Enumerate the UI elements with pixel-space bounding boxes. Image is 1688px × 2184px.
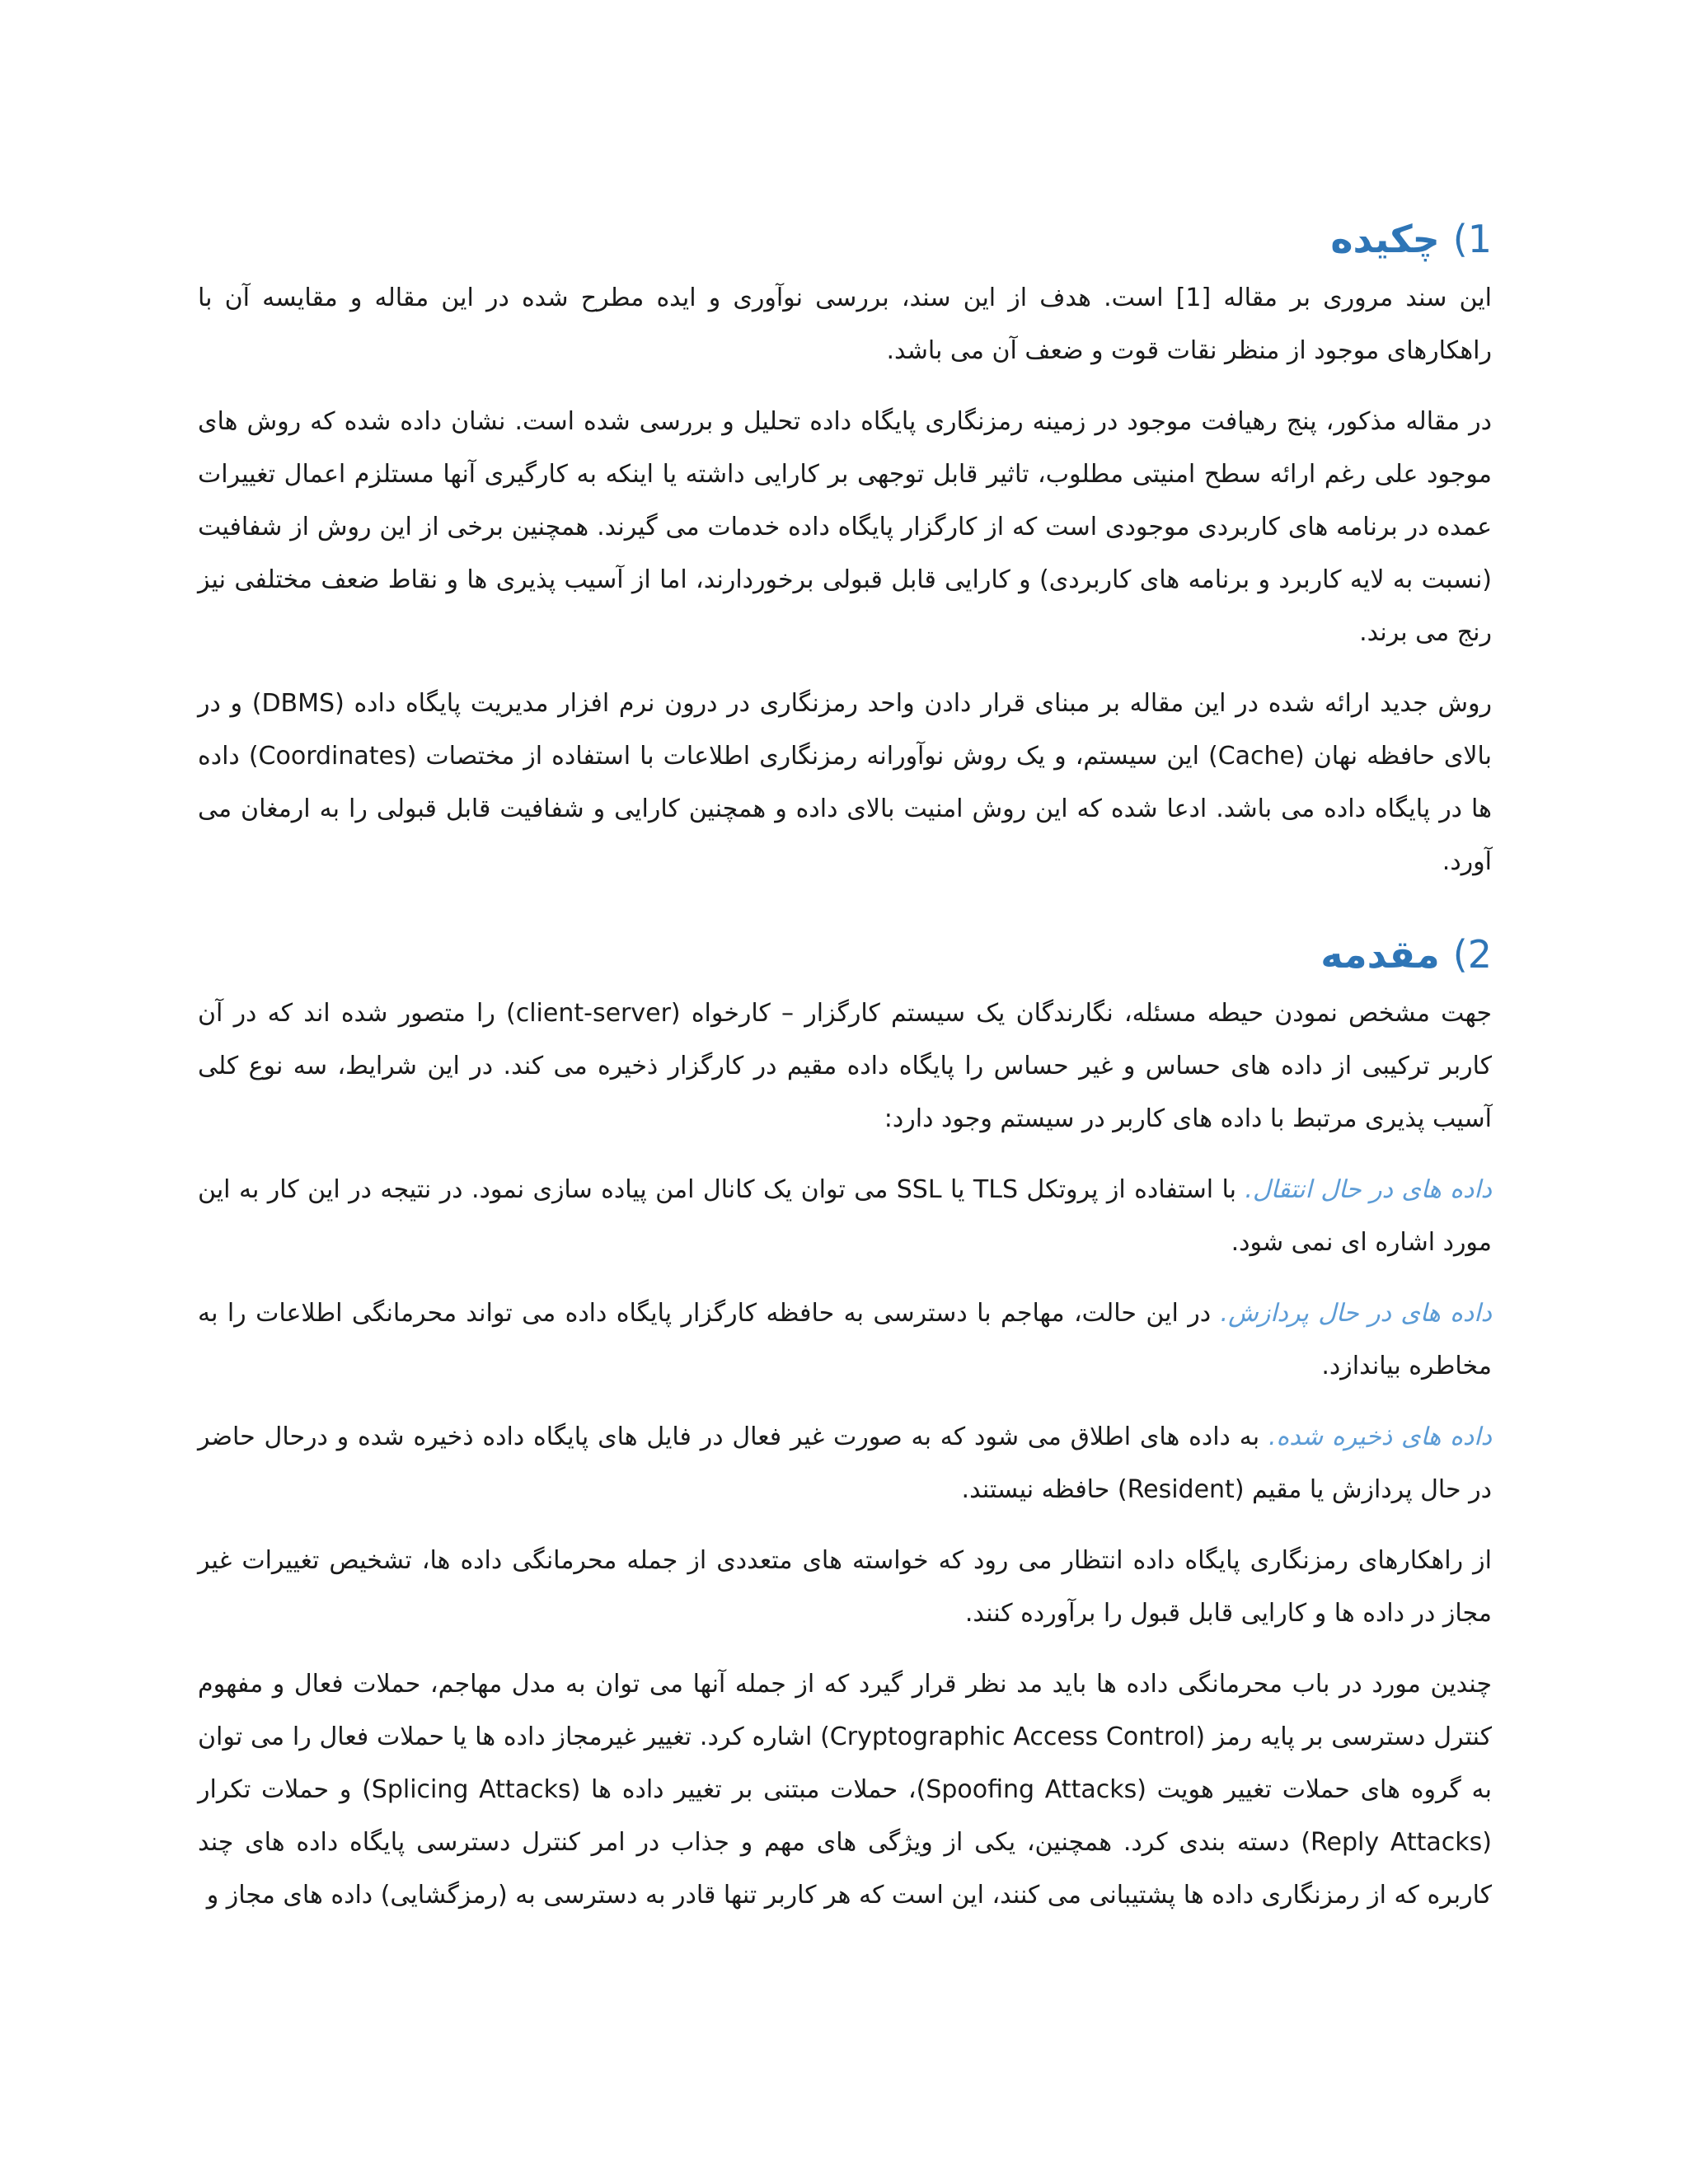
intro-paragraph-6: چندین مورد در باب محرمانگی داده ها باید مد نظر قرار گیرد که از جمله آنها می توان به مدل مهاجم، حملات فعال و مفهوم کنترل دسترسی بر پایه رمز (Cryptographic Access Control) اشاره کرد. تغییر غیرمجاز داده ها یا حملات فعال را می توان به گروه های حملات تغییر هویت (Spoofing Attacks)، حملات مبتنی بر تغییر داده ها (Splicing Attacks) و حملات تکرار (Reply Attacks) دسته بندی کرد. همچنین، یکی از ویژگی های مهم و جذاب در امر کنترل دسترسی پایگاه داده های چند کاربره که از رمزنگاری داده ها پشتیبانی می کنند، این است که هر کاربر تنها قادر به دسترسی به (رمزگشایی) داده های مجاز و xyxy=(198,1670,1493,1910)
section-number: 1) xyxy=(1452,217,1492,261)
data-in-transit-text: با استفاده از پروتکل TLS یا SSL می توان یک کانال امن پیاده سازی نمود. در نتیجه در این کار به این مورد اشاره ای نمی شود. xyxy=(198,1175,1492,1257)
intro-paragraph-data-in-processing xyxy=(198,1287,1492,1393)
intro-paragraph-data-in-transit xyxy=(198,1164,1492,1269)
stored-data-text: به داده های اطلاق می شود که به صورت غیر فعال در فایل های پایگاه داده ذخیره شده و درحال حاضر در حال پردازش یا مقیم (Resident) حافظه نیستند. xyxy=(198,1422,1492,1504)
intro-paragraph-1: جهت مشخص نمودن حیطه مسئله، نگارندگان یک سیستم کارگزار – کارخواه (client-server) را متصور شده اند که در آن کاربر ترکیبی از داده های حساس و غیر حساس را پایگاه داده مقیم در کارگزار ذخیره می کند. در این شرایط، سه نوع کلی آسیب پذیری مرتبط با داده های کاربر در سیستم وجود دارد: xyxy=(198,999,1492,1133)
section-title: چکیده xyxy=(1330,217,1440,261)
section-title: مقدمه xyxy=(1320,932,1440,977)
data-in-processing-text: در این حالت، مهاجم با دسترسی به حافظه کارگزار پایگاه داده می تواند محرمانگی اطلاعات را به مخاطره بیاندازد. xyxy=(198,1299,1492,1380)
section-number: 2) xyxy=(1452,932,1492,977)
term-stored-data: داده های ذخیره شده. xyxy=(1268,1422,1492,1451)
term-data-in-processing: داده های در حال پردازش. xyxy=(1220,1299,1492,1328)
document-page xyxy=(198,206,1492,1940)
intro-paragraph-stored-data xyxy=(198,1411,1492,1516)
section-heading-intro xyxy=(198,921,1492,987)
section-heading-abstract xyxy=(198,206,1492,272)
abstract-paragraph-1: این سند مروری بر مقاله [1] است. هدف از این سند، بررسی نوآوری و ایده مطرح شده در این مقاله و مقایسه آن با راهکارهای موجود از منظر نقات قوت و ضعف آن می باشد. xyxy=(198,284,1493,365)
abstract-paragraph-3: روش جدید ارائه شده در این مقاله بر مبنای قرار دادن واحد رمزنگاری در درون نرم افزار مدیریت پایگاه داده (DBMS) و در بالای حافظه نهان (Cache) این سیستم، و یک روش نوآورانه رمزنگاری اطلاعات با استفاده از مختصات (Coordinates) داده ها در پایگاه داده می باشد. ادعا شده که این روش امنیت بالای داده و همچنین کارایی و شفافیت قابل قبولی را به ارمغان می آورد. xyxy=(198,689,1492,876)
intro-paragraph-5: از راهکارهای رمزنگاری پایگاه داده انتظار می رود که خواسته های متعددی از جمله محرمانگی داده ها، تشخیص تغییرات غیر مجاز در داده ها و کارایی قابل قبول را برآورده کنند. xyxy=(198,1546,1492,1628)
term-data-in-transit: داده های در حال انتقال. xyxy=(1245,1175,1493,1204)
abstract-paragraph-2: در مقاله مذکور، پنج رهیافت موجود در زمینه رمزنگاری پایگاه داده تحلیل و بررسی شده است. نشان داده شده که روش های موجود علی رغم ارائه سطح امنیتی مطلوب، تاثیر قابل توجهی بر کارایی داشته یا اینکه به کارگیری آنها مستلزم اعمال تغییرات عمده در برنامه های کاربردی موجودی است که از کارگزار پایگاه داده خدمات می گیرند. همچنین برخی از این روش از شفافیت (نسبت به لایه کاربرد و برنامه های کاربردی) و کارایی قابل قبولی برخوردارند، اما از آسیب پذیری ها و نقاط ضعف مختلفی نیز رنج می برند. xyxy=(198,407,1492,647)
